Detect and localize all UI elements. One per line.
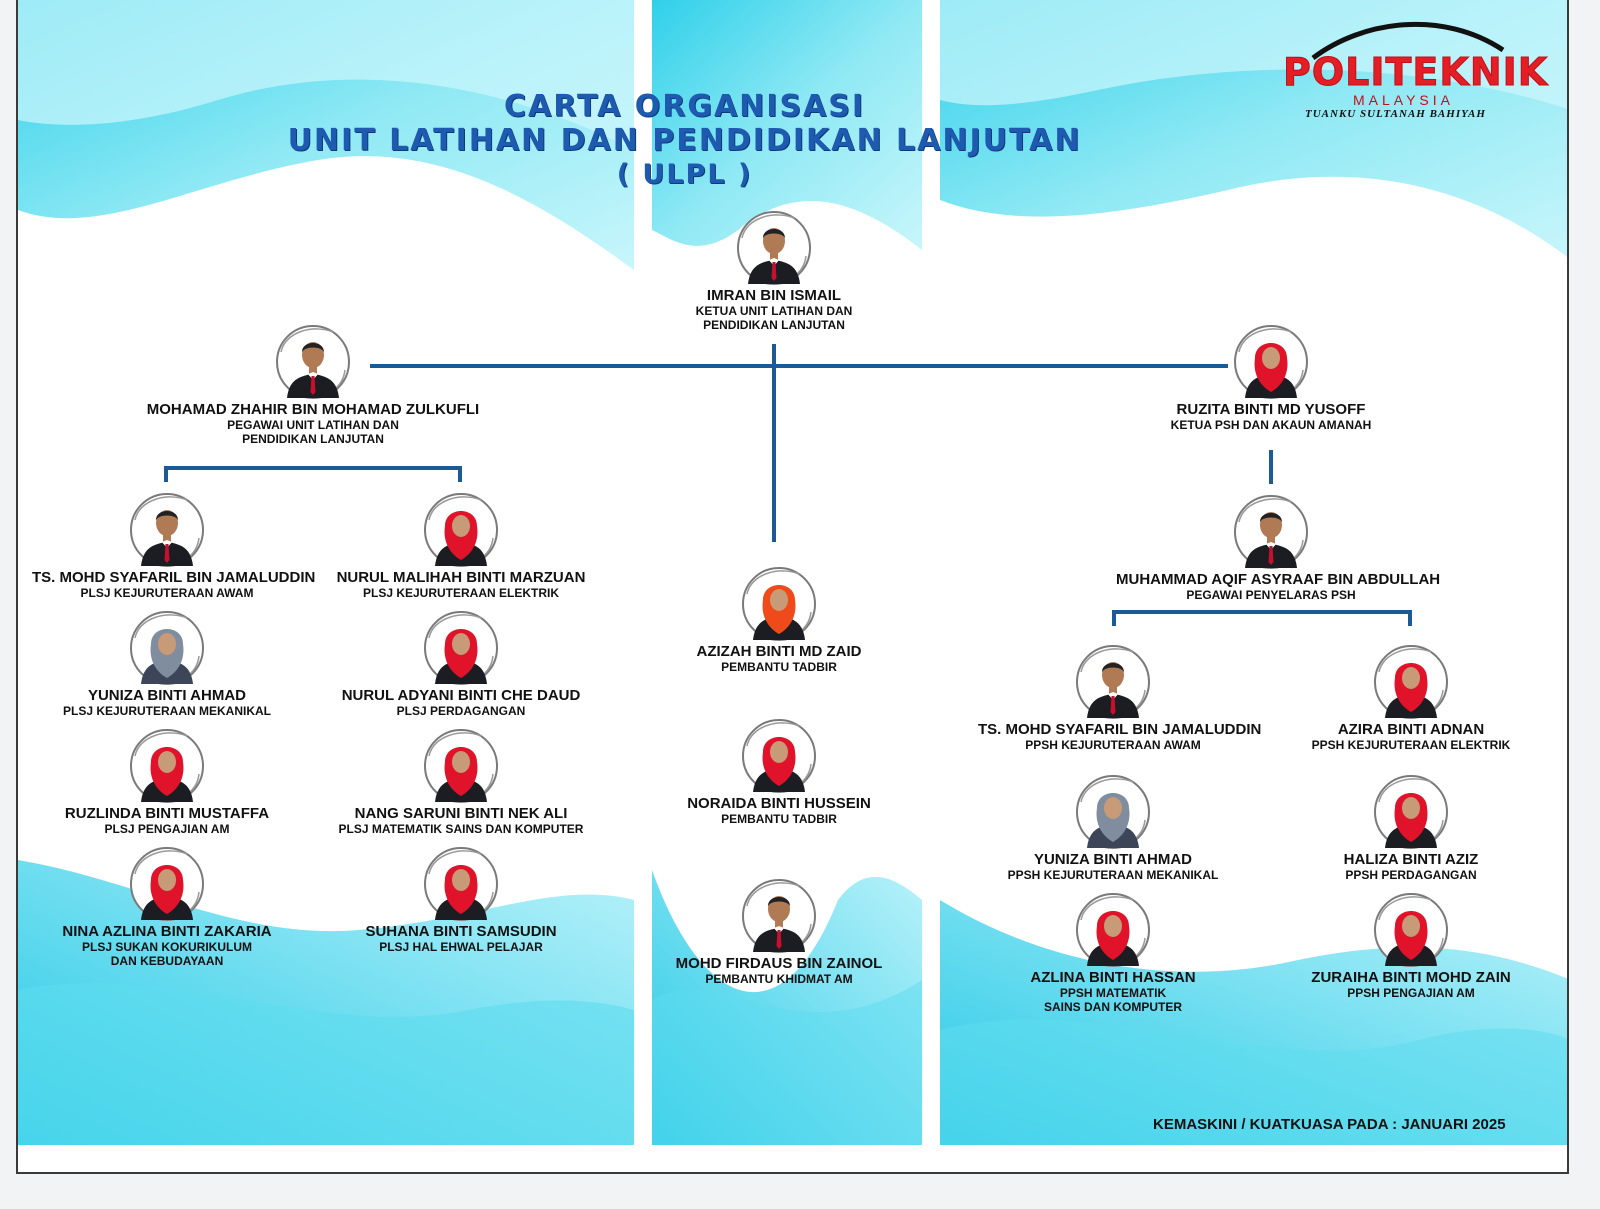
person-role: PEMBANTU TADBIR [721, 660, 837, 674]
person-role: PLSJ HAL EHWAL PELAJAR [379, 940, 543, 954]
person-role: PENDIDIKAN LANJUTAN [703, 318, 845, 332]
person-name: RUZITA BINTI MD YUSOFF [1176, 401, 1366, 418]
portrait-icon [1073, 890, 1153, 970]
portrait-icon [421, 726, 501, 806]
person-role: PLSJ KEJURUTERAAN MEKANIKAL [62, 704, 271, 718]
person-role: KETUA PSH DAN AKAUN AMANAH [1170, 418, 1372, 432]
person-role: DAN KEBUDAYAAN [110, 954, 224, 968]
person-role: PPSH KEJURUTERAAN MEKANIKAL [1007, 868, 1219, 882]
avatar [1073, 772, 1153, 852]
avatar [127, 608, 207, 688]
person-name: AZIZAH BINTI MD ZAID [696, 643, 862, 660]
connector-left-drop-2 [458, 466, 462, 482]
title-line-1: CARTA ORGANISASI [503, 89, 866, 124]
portrait-icon [1371, 642, 1451, 722]
person-role: PEMBANTU TADBIR [721, 812, 837, 826]
portrait-icon [127, 608, 207, 688]
person-right-staff [1276, 772, 1546, 882]
person-head [624, 208, 924, 332]
avatar [734, 208, 814, 288]
person-left-staff [326, 490, 596, 600]
person-left-staff [32, 490, 316, 600]
person-role: PLSJ KEJURUTERAAN ELEKTRIK [362, 586, 560, 600]
person-role: PLSJ MATEMATIK SAINS DAN KOMPUTER [338, 822, 584, 836]
connector-right-drop-1 [1112, 610, 1116, 626]
avatar [1371, 642, 1451, 722]
person-role: PEGAWAI UNIT LATIHAN DAN [227, 418, 399, 432]
person-role: PLSJ KEJURUTERAAN AWAM [80, 586, 254, 600]
person-middle-staff [644, 564, 914, 674]
logo-text: POLITEKNIK [1283, 50, 1549, 94]
person-left-staff [326, 844, 596, 954]
portrait-icon [127, 844, 207, 924]
person-name: IMRAN BIN ISMAIL [706, 287, 842, 304]
person-role: PPSH KEJURUTERAAN ELEKTRIK [1311, 738, 1511, 752]
connector-right-drop-2 [1408, 610, 1412, 626]
person-right-staff [978, 642, 1262, 752]
person-role: PPSH KEJURUTERAAN AWAM [1025, 738, 1201, 752]
person-left-staff [32, 726, 302, 836]
avatar [1231, 322, 1311, 402]
person-left-head [118, 322, 508, 446]
avatar [421, 490, 501, 570]
portrait-icon [1371, 890, 1451, 970]
avatar [127, 844, 207, 924]
connector-vertical-center [772, 344, 776, 542]
avatar [739, 716, 819, 796]
person-right-sub [1116, 492, 1441, 602]
portrait-icon [1231, 322, 1311, 402]
person-name: AZLINA BINTI HASSAN [1030, 969, 1196, 986]
portrait-icon [421, 844, 501, 924]
person-name: TS. MOHD SYAFARIL BIN JAMALUDDIN [32, 569, 316, 586]
title-line-2: UNIT LATIHAN DAN PENDIDIKAN LANJUTAN [287, 123, 1082, 158]
connector-left-drop-1 [164, 466, 168, 482]
avatar [739, 564, 819, 644]
avatar [1371, 772, 1451, 852]
avatar [739, 876, 819, 956]
person-role: PLSJ PERDAGANGAN [396, 704, 526, 718]
portrait-icon [1371, 772, 1451, 852]
avatar [1073, 890, 1153, 970]
person-role: PPSH MATEMATIK [1059, 986, 1167, 1000]
portrait-icon [1073, 642, 1153, 722]
avatar [1231, 492, 1311, 572]
avatar [1073, 642, 1153, 722]
person-name: YUNIZA BINTI AHMAD [1033, 851, 1193, 868]
person-left-staff [326, 608, 596, 718]
avatar [127, 490, 207, 570]
portrait-icon [421, 490, 501, 570]
person-role: PENDIDIKAN LANJUTAN [242, 432, 384, 446]
avatar [127, 726, 207, 806]
chart-title [18, 90, 1569, 192]
portrait-icon [1231, 492, 1311, 572]
person-left-staff [32, 608, 302, 718]
avatar [273, 322, 353, 402]
portrait-icon [1073, 772, 1153, 852]
person-right-staff [978, 890, 1248, 1014]
person-name: NANG SARUNI BINTI NEK ALI [354, 805, 568, 822]
person-role: SAINS DAN KOMPUTER [1043, 1000, 1182, 1014]
connector-right-vertical [1269, 450, 1273, 484]
person-name: MUHAMMAD AQIF ASYRAAF BIN ABDULLAH [1116, 571, 1441, 588]
person-right-staff [1276, 890, 1546, 1000]
person-left-staff [32, 844, 302, 968]
portrait-icon [421, 608, 501, 688]
person-role: PEMBANTU KHIDMAT AM [705, 972, 853, 986]
person-role: PPSH PENGAJIAN AM [1347, 986, 1475, 1000]
title-line-3: ( ULPL ) [616, 159, 753, 190]
logo-subtext: MALAYSIA [1353, 92, 1454, 108]
portrait-icon [739, 564, 819, 644]
portrait-icon [739, 876, 819, 956]
person-role: PPSH PERDAGANGAN [1345, 868, 1477, 882]
org-chart-frame [16, 0, 1569, 1174]
person-left-staff [326, 726, 596, 836]
person-name: YUNIZA BINTI AHMAD [87, 687, 247, 704]
person-name: NURUL ADYANI BINTI CHE DAUD [341, 687, 581, 704]
person-name: MOHD FIRDAUS BIN ZAINOL [675, 955, 883, 972]
person-middle-staff [644, 716, 914, 826]
portrait-icon [739, 716, 819, 796]
person-name: ZURAIHA BINTI MOHD ZAIN [1311, 969, 1511, 986]
person-name: HALIZA BINTI AZIZ [1343, 851, 1479, 868]
person-name: TS. MOHD SYAFARIL BIN JAMALUDDIN [978, 721, 1262, 738]
person-role: PLSJ PENGAJIAN AM [104, 822, 230, 836]
person-role: KETUA UNIT LATIHAN DAN [695, 304, 853, 318]
portrait-icon [734, 208, 814, 288]
person-name: MOHAMAD ZHAHIR BIN MOHAMAD ZULKUFLI [146, 401, 480, 418]
person-role: PLSJ SUKAN KOKURIKULUM [81, 940, 252, 954]
logo-tagline: TUANKU SULTANAH BAHIYAH [1305, 108, 1486, 120]
person-role: PEGAWAI PENYELARAS PSH [1186, 588, 1356, 602]
update-date-footer: KEMASKINI / KUATKUASA PADA : JANUARI 2025 [1153, 1116, 1506, 1133]
connector-left-bar [164, 466, 462, 470]
person-name: NURUL MALIHAH BINTI MARZUAN [336, 569, 586, 586]
portrait-icon [127, 490, 207, 570]
person-name: NINA AZLINA BINTI ZAKARIA [62, 923, 272, 940]
person-name: NORAIDA BINTI HUSSEIN [687, 795, 871, 812]
person-right-staff [978, 772, 1248, 882]
person-right-staff [1276, 642, 1546, 752]
person-right-head [1126, 322, 1416, 432]
avatar [421, 844, 501, 924]
avatar [1371, 890, 1451, 970]
person-middle-staff [644, 876, 914, 986]
avatar [421, 608, 501, 688]
person-name: RUZLINDA BINTI MUSTAFFA [64, 805, 270, 822]
portrait-icon [273, 322, 353, 402]
connector-right-bar [1112, 610, 1412, 614]
avatar [421, 726, 501, 806]
portrait-icon [127, 726, 207, 806]
person-name: SUHANA BINTI SAMSUDIN [365, 923, 557, 940]
person-name: AZIRA BINTI ADNAN [1337, 721, 1485, 738]
